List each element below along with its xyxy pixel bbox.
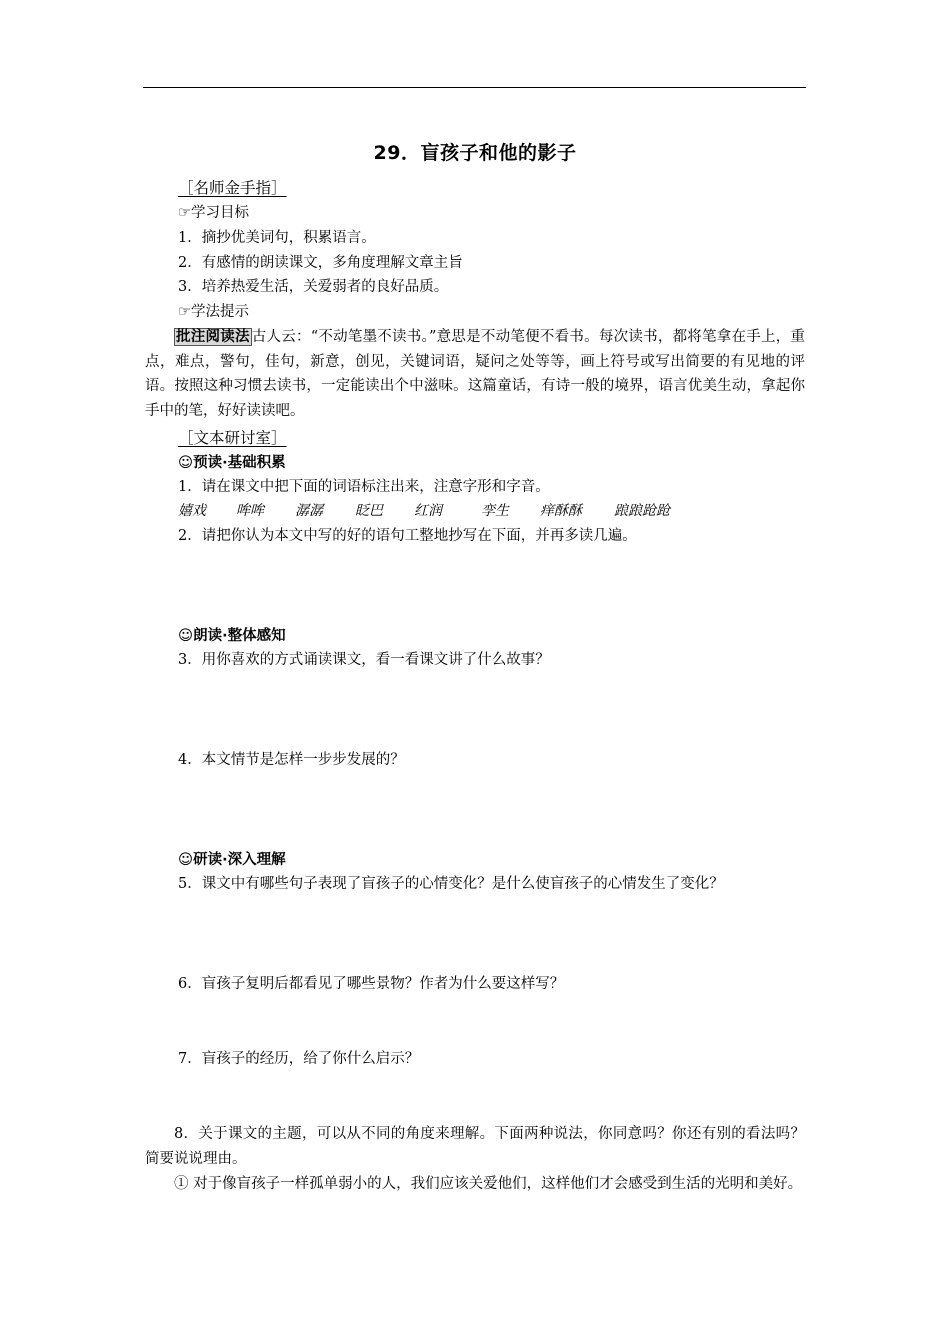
- vocab-word: 红润: [414, 503, 442, 519]
- vocab-word: 痒酥酥: [540, 503, 582, 519]
- read-heading: ☺朗读·整体感知: [178, 628, 286, 644]
- vocab-word: 孪生: [481, 503, 509, 519]
- vocab-word: 嬉戏: [178, 503, 206, 519]
- goal-item: 2．有感情的朗读课文，多角度理解文章主旨: [178, 255, 463, 271]
- question-5: 5．课文中有哪些句子表现了盲孩子的心情变化？是什么使盲孩子的心情发生了变化？: [178, 876, 724, 892]
- method-tag: 批注阅读法: [176, 329, 250, 345]
- question-3: 3．用你喜欢的方式诵读课文，看一看课文讲了什么故事？: [178, 652, 550, 668]
- vocab-word: 踉踉跄跄: [614, 503, 670, 519]
- question-8-option-1: ① 对于像盲孩子一样孤单弱小的人，我们应该关爱他们，这样他们才会感受到生活的光明和美好。: [174, 1176, 803, 1192]
- goals-heading: ☞学习目标: [178, 205, 249, 221]
- header-rule: [143, 87, 806, 88]
- goal-item: 1．摘抄优美词句，积累语言。: [178, 230, 376, 246]
- question-1: 1．请在课文中把下面的词语标注出来，注意字形和字音。: [178, 479, 550, 495]
- question-4: 4．本文情节是怎样一步步发展的？: [178, 752, 405, 768]
- teacher-section-heading: ［名师金手指］: [178, 179, 287, 197]
- preread-heading: ☺预读·基础积累: [178, 455, 286, 471]
- tips-text: 古人云：“不动笔墨不读书。”意思是不动笔便不看书。每次读书，都将笔拿在手上，重点，难点，警句，佳句，新意，创见，关键词语，疑问之处等等，画上符号或写出简要的有见地的评语。按照这种习惯去读书，一定能读出个中滋味。这篇童话，有诗一般的境界，语言优美生动，拿起你手中的笔，好好读读吧。: [145, 329, 806, 419]
- question-7: 7．盲孩子的经历，给了你什么启示？: [178, 1051, 420, 1067]
- question-8: 8．关于课文的主题，可以从不同的角度来理解。下面两种说法，你同意吗？你还有别的看法吗？简要说说理由。: [145, 1126, 805, 1167]
- question-6: 6．盲孩子复明后都看见了哪些景物？作者为什么要这样写？: [178, 976, 565, 992]
- vocab-word: 眨巴: [355, 503, 383, 519]
- tips-heading: ☞学法提示: [178, 304, 249, 320]
- page-title: 29．盲孩子和他的影子: [373, 142, 577, 164]
- goal-item: 3．培养热爱生活，关爱弱者的良好品质。: [178, 279, 449, 295]
- vocab-word: 哞哞: [236, 503, 264, 519]
- study-section-heading: ［文本研讨室］: [178, 429, 287, 447]
- vocab-word: 潺潺: [295, 503, 323, 519]
- tips-paragraph: [145, 325, 805, 423]
- question-2: 2．请把你认为本文中写的好的语句工整地抄写在下面，并再多读几遍。: [178, 528, 637, 544]
- deep-heading: ☺研读·深入理解: [178, 852, 286, 868]
